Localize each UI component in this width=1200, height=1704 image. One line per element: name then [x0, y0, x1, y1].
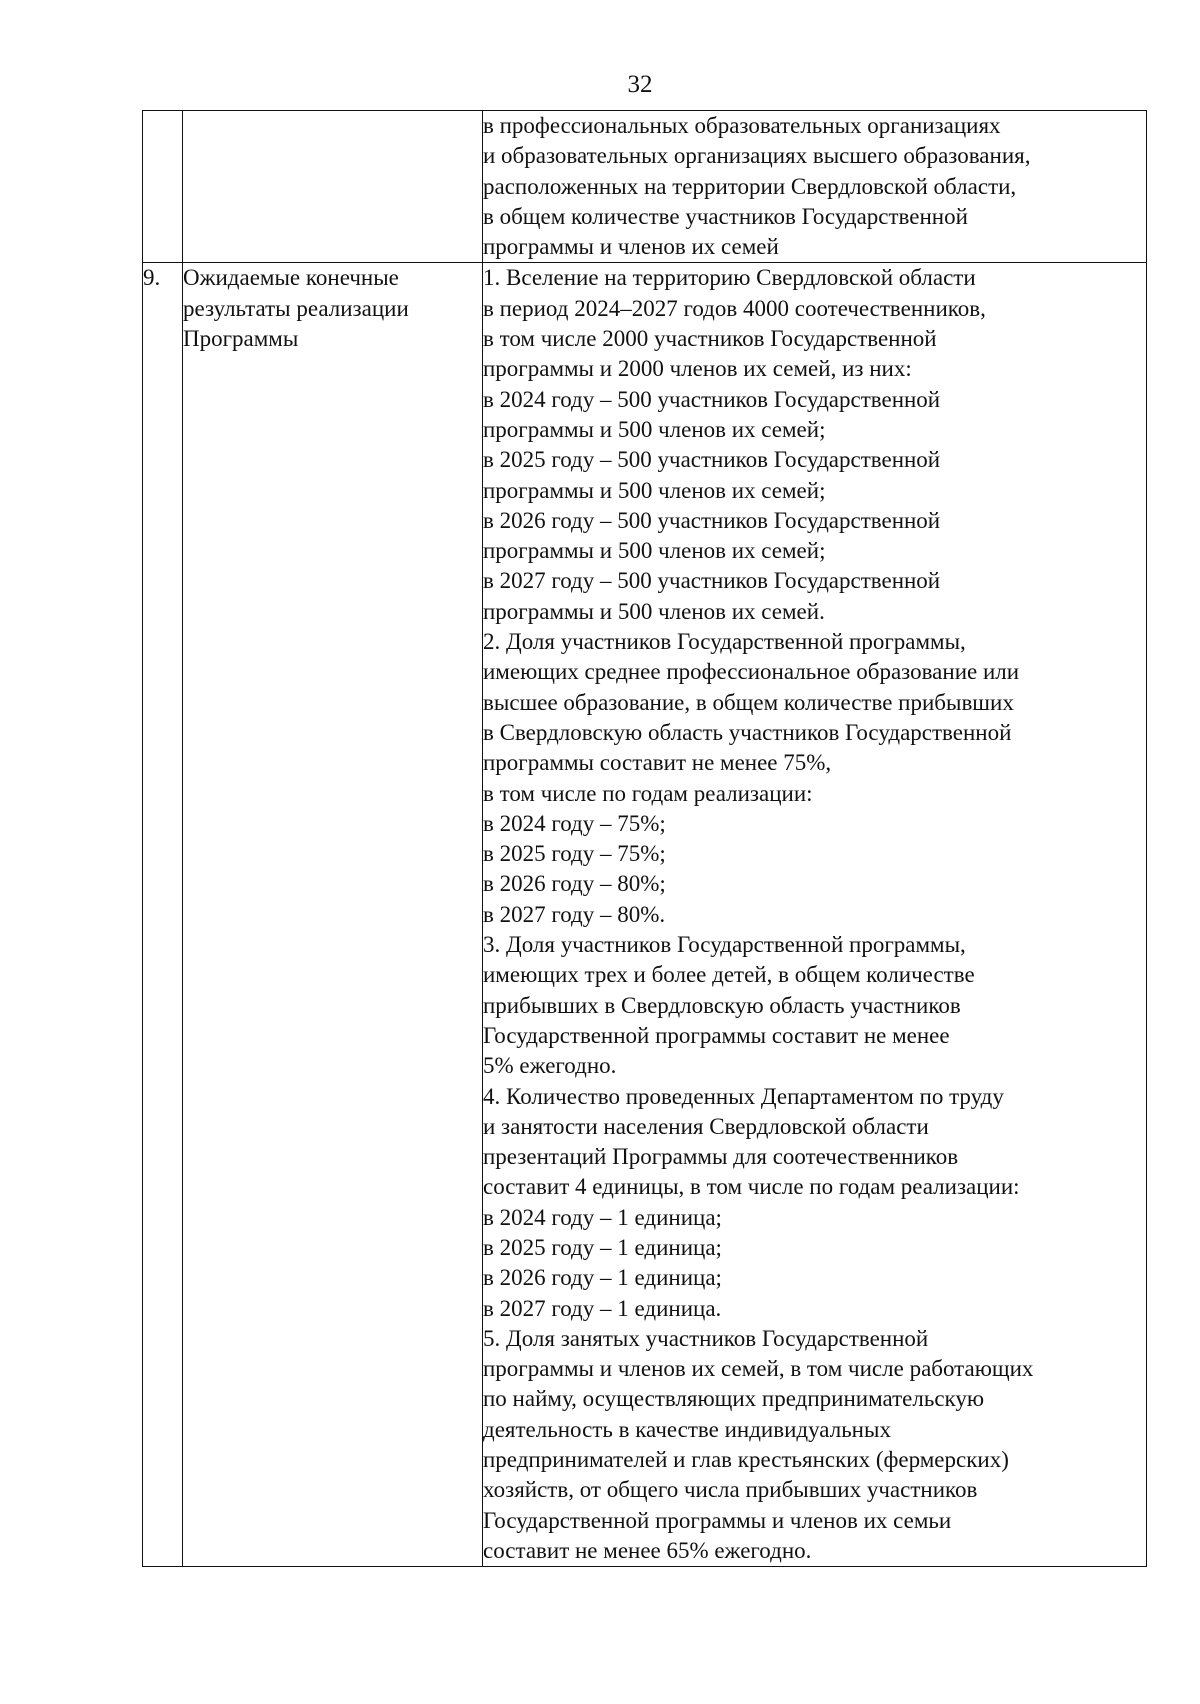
text-line: в 2026 году – 80%;	[483, 871, 666, 897]
page-number: 32	[627, 71, 653, 98]
text-line: Программы	[183, 326, 299, 352]
text-line: имеющих трех и более детей, в общем количестве	[483, 962, 975, 988]
row-number-cell: 9.	[143, 263, 183, 1567]
text-line: и занятости населения Свердловской области	[483, 1113, 929, 1139]
text-line: 2. Доля участников Государственной программы,	[483, 629, 966, 655]
text-line: предпринимателей и глав крестьянских (фермерских)	[483, 1447, 1009, 1473]
text-line: и образовательных организациях высшего образования,	[483, 143, 1031, 169]
text-line: программы и 500 членов их семей.	[483, 598, 825, 624]
text-line: программы и 2000 членов их семей, из них:	[483, 356, 912, 382]
row-number-cell	[143, 111, 183, 263]
text-line: расположенных на территории Свердловской области,	[483, 173, 1017, 199]
text-line: имеющих среднее профессиональное образование или	[483, 659, 1020, 685]
text-line: программы и членов их семей	[483, 234, 779, 260]
text-line: в период 2024–2027 годов 4000 соотечественников,	[483, 295, 986, 321]
text-line: составит 4 единицы, в том числе по годам реализации:	[483, 1174, 1020, 1200]
passport-table	[142, 110, 1147, 1567]
text-line: в общем количестве участников Государственной	[483, 203, 968, 229]
text-line: в 2025 году – 75%;	[483, 841, 666, 867]
text-line: 4. Количество проведенных Департаментом по труду	[483, 1083, 1004, 1109]
text-line: в 2027 году – 80%.	[483, 901, 666, 927]
text-line: 5. Доля занятых участников Государственной	[483, 1325, 929, 1351]
text-line: Государственной программы и членов их семьи	[483, 1507, 952, 1533]
text-line: 5% ежегодно.	[483, 1053, 617, 1079]
text-line: в том числе по годам реализации:	[483, 780, 813, 806]
text-line: Ожидаемые конечные	[183, 265, 399, 291]
text-line: презентаций Программы для соотечественников	[483, 1144, 959, 1170]
text-line: в 2024 году – 1 единица;	[483, 1204, 722, 1230]
table-body	[143, 111, 1147, 1567]
text-line: 1. Вселение на территорию Свердловской области	[483, 265, 976, 291]
text-line: программы составит не менее 75%,	[483, 750, 832, 776]
text-line: программы и 500 членов их семей;	[483, 416, 826, 442]
text-line: деятельность в качестве индивидуальных	[483, 1416, 891, 1442]
text-line: в 2026 году – 500 участников Государственной	[483, 507, 941, 533]
text-line: в 2026 году – 1 единица;	[483, 1265, 722, 1291]
text-line: 3. Доля участников Государственной программы,	[483, 932, 966, 958]
text-line: в 2027 году – 1 единица.	[483, 1295, 722, 1321]
text-line: в Свердловскую область участников Государственной	[483, 719, 1012, 745]
text-line: в 2027 году – 500 участников Государственной	[483, 568, 941, 594]
text-line: хозяйств, от общего числа прибывших участников	[483, 1477, 978, 1503]
text-line: программы и 500 членов их семей;	[483, 538, 826, 564]
text-line: в профессиональных образовательных организациях	[483, 113, 1001, 138]
text-line: в 2025 году – 1 единица;	[483, 1234, 722, 1260]
text-line: программы и 500 членов их семей;	[483, 477, 826, 503]
text-line: прибывших в Свердловскую область участников	[483, 992, 961, 1018]
row-content-cell	[483, 111, 1147, 263]
text-line: в 2024 году – 500 участников Государственной	[483, 386, 941, 412]
text-line: в том числе 2000 участников Государственной	[483, 326, 937, 352]
row-name-cell	[183, 263, 483, 1567]
table-row	[143, 111, 1147, 263]
text-line: в 2025 году – 500 участников Государственной	[483, 447, 941, 473]
text-line: составит не менее 65% ежегодно.	[483, 1537, 812, 1563]
table-row	[143, 263, 1147, 1567]
text-line: высшее образование, в общем количестве прибывших	[483, 689, 1014, 715]
row-name-cell	[183, 111, 483, 263]
text-line: программы и членов их семей, в том числе работающих	[483, 1356, 1034, 1382]
row-content-cell	[483, 263, 1147, 1567]
text-line: в 2024 году – 75%;	[483, 810, 666, 836]
text-line: Государственной программы составит не менее	[483, 1022, 950, 1048]
text-line: по найму, осуществляющих предпринимательскую	[483, 1386, 985, 1412]
text-line: результаты реализации	[183, 295, 409, 321]
